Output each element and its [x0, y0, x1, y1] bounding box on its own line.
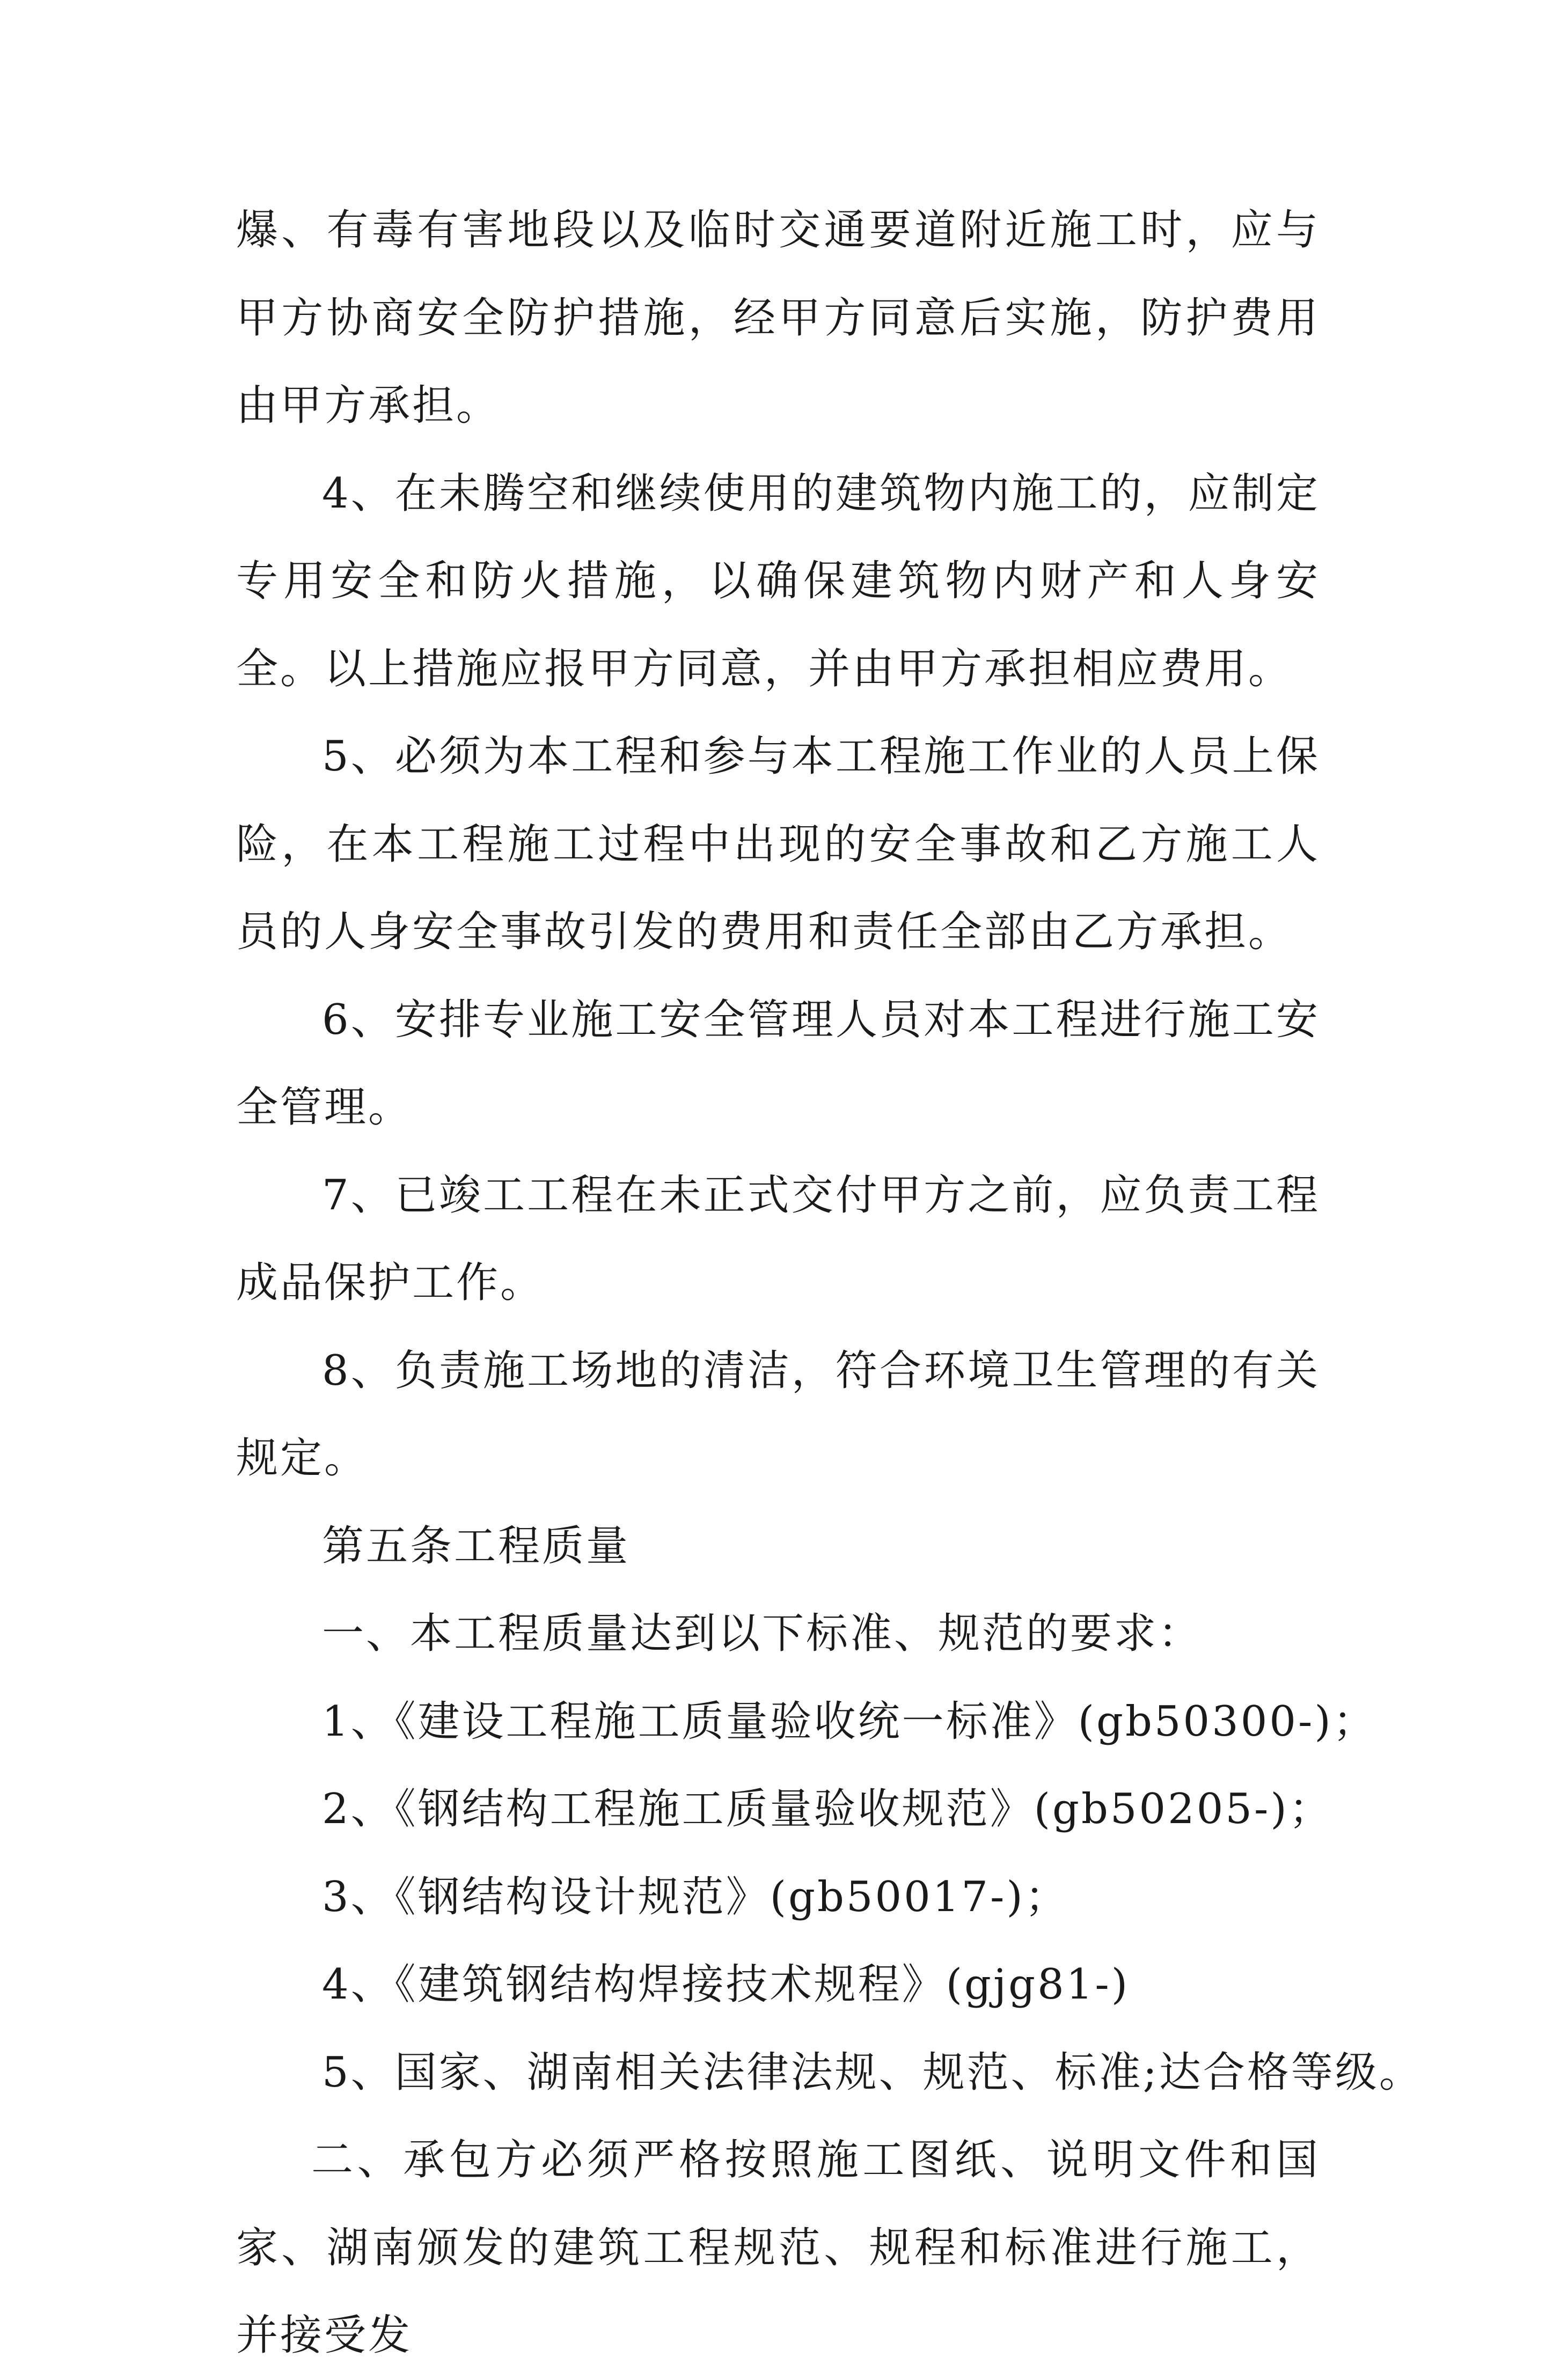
paragraph-item-4: 4、在未腾空和继续使用的建筑物内施工的，应制定专用安全和防火措施，以确保建筑物内财产和人身安全。以上措施应报甲方同意，并由甲方承担相应费用。	[236, 469, 1320, 693]
paragraph-item-5: 5、必须为本工程和参与本工程施工作业的人员上保险，在本工程施工过程中出现的安全事故和乙方施工人员的人身安全事故引发的费用和责任全部由乙方承担。	[236, 732, 1320, 956]
paragraph-contractor-obligation: 二、承包方必须严格按照施工图纸、说明文件和国家、湖南颁发的建筑工程规范、规程和标准进行施工，并接受发	[236, 2136, 1320, 2360]
paragraph-item-8: 8、负责施工场地的清洁，符合环境卫生管理的有关规定。	[236, 1346, 1320, 1482]
paragraph-safety-protection: 爆、有毒有害地段以及临时交通要道附近施工时，应与甲方协商安全防护措施，经甲方同意后实施，防护费用由甲方承担。	[236, 206, 1320, 430]
section-heading-article-5: 第五条工程质量	[322, 1522, 631, 1570]
document-body	[236, 187, 1423, 2380]
list-item-standard-5: 5、国家、湖南相关法律法规、规范、标准;达合格等级。	[322, 2048, 1423, 2097]
list-item-standard-2: 2、《钢结构工程施工质量验收规范》(gb50205-)；	[322, 1785, 1333, 1833]
paragraph-quality-standards-intro: 一、本工程质量达到以下标准、规范的要求：	[322, 1610, 1203, 1658]
list-item-standard-1: 1、《建设工程施工质量验收统一标准》(gb50300-)；	[322, 1697, 1377, 1746]
paragraph-item-7: 7、已竣工工程在未正式交付甲方之前，应负责工程成品保护工作。	[236, 1171, 1320, 1307]
paragraph-item-6: 6、安排专业施工安全管理人员对本工程进行施工安全管理。	[236, 995, 1320, 1132]
list-item-standard-3: 3、《钢结构设计规范》(gb50017-)；	[322, 1872, 1069, 1921]
list-item-standard-4: 4、《建筑钢结构焊接技术规程》(gjg81-)	[322, 1960, 1130, 2009]
